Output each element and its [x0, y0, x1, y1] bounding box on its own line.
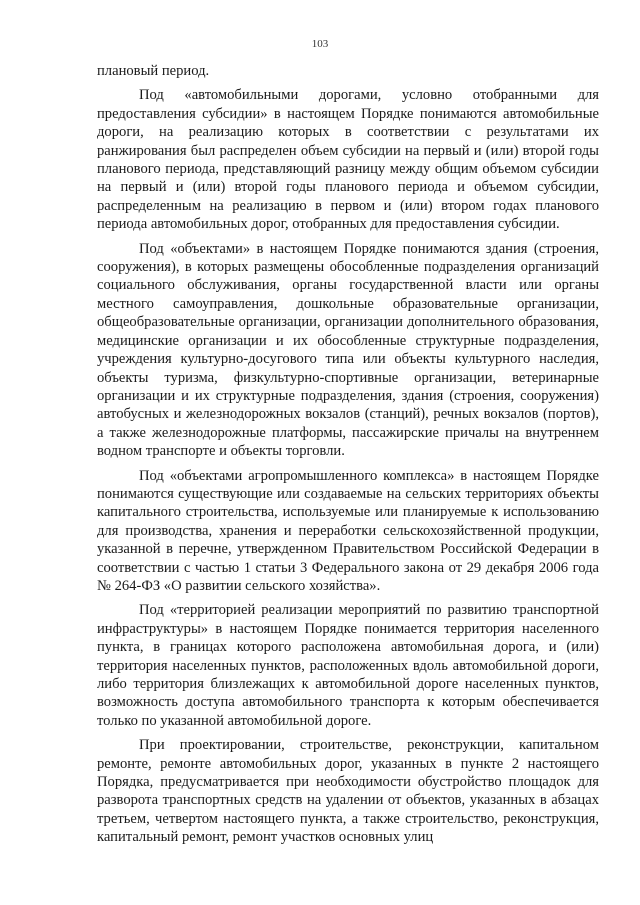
document-body — [97, 62, 599, 847]
page-number: 103 — [311, 38, 329, 50]
paragraph-definition-roads: Под «автомобильными дорогами, условно отобранными для предоставления субсидии» в настоящем Порядке понимаются автомобильные дороги, на реализацию которых в соответствии с результатами их ранжирования был распределен объем субсидии на первый и (или) второй годы планового периода, представляющий разницу между общим объемом субсидии на первый и (или) второй годы планового периода и объемом субсидии, распределенным на реализацию в первом и (или) втором годах планового периода автомобильных дорог, отобранных для предоставления субсидии. — [97, 87, 599, 233]
paragraph-definition-territory: Под «территорией реализации мероприятий по развитию транспортной инфраструктуры» в настоящем Порядке понимается территория населенного пункта, в границах которого расположена автомобильная дорога, и (или) территория населенных пунктов, расположенных вдоль автомобильной дороги, либо территория близлежащих к автомобильной дороге населенных пунктов, возможность доступа автомобильного транспорта к которым обеспечивается только по указанной автомобильной дороге. — [97, 602, 599, 729]
paragraph-definition-agro-objects: Под «объектами агропромышленного комплекса» в настоящем Порядке понимаются существующие или создаваемые на сельских территориях объекты капитального строительства, используемые или планируемые к использованию для производства, хранения и переработки сельскохозяйственной продукции, указанной в перечне, утвержденном Правительством Российской Федерации в соответствии с частью 1 статьи 3 Федерального закона от 29 декабря 2006 года № 264-ФЗ «О развитии сельского хозяйства». — [97, 467, 599, 594]
paragraph-continuation: плановый период. — [97, 63, 210, 79]
paragraph-definition-objects: Под «объектами» в настоящем Порядке понимаются здания (строения, сооружения), в которых размещены обособленные подразделения организаций социального обслуживания, органы государственной власти или органы местного самоуправления, дошкольные образовательные организации, общеобразовательные организации, организации дополнительного образования, медицинские организации и их обособленные структурные подразделения, учреждения культурно-досугового типа или объекты культурного наследия, объекты туризма, физкультурно-спортивные организации, ветеринарные организации и их структурные подразделения, здания (строения, сооружения) автобусных и железнодорожных вокзалов (станций), речных вокзалов (портов), а также железнодорожные платформы, пассажирские причалы на внутреннем водном транспорте и объекты торговли. — [97, 240, 599, 460]
paragraph-design-construction: При проектировании, строительстве, реконструкции, капитальном ремонте, ремонте автомобильных дорог, указанных в пункте 2 настоящего Порядка, предусматривается при необходимости обустройство площадок для разворота транспортных средств на удалении от объектов, указанных в абзацах третьем, четвертом настоящего пункта, а также строительство, реконструкция, капитальный ремонт, ремонт участков основных улиц — [97, 737, 599, 846]
